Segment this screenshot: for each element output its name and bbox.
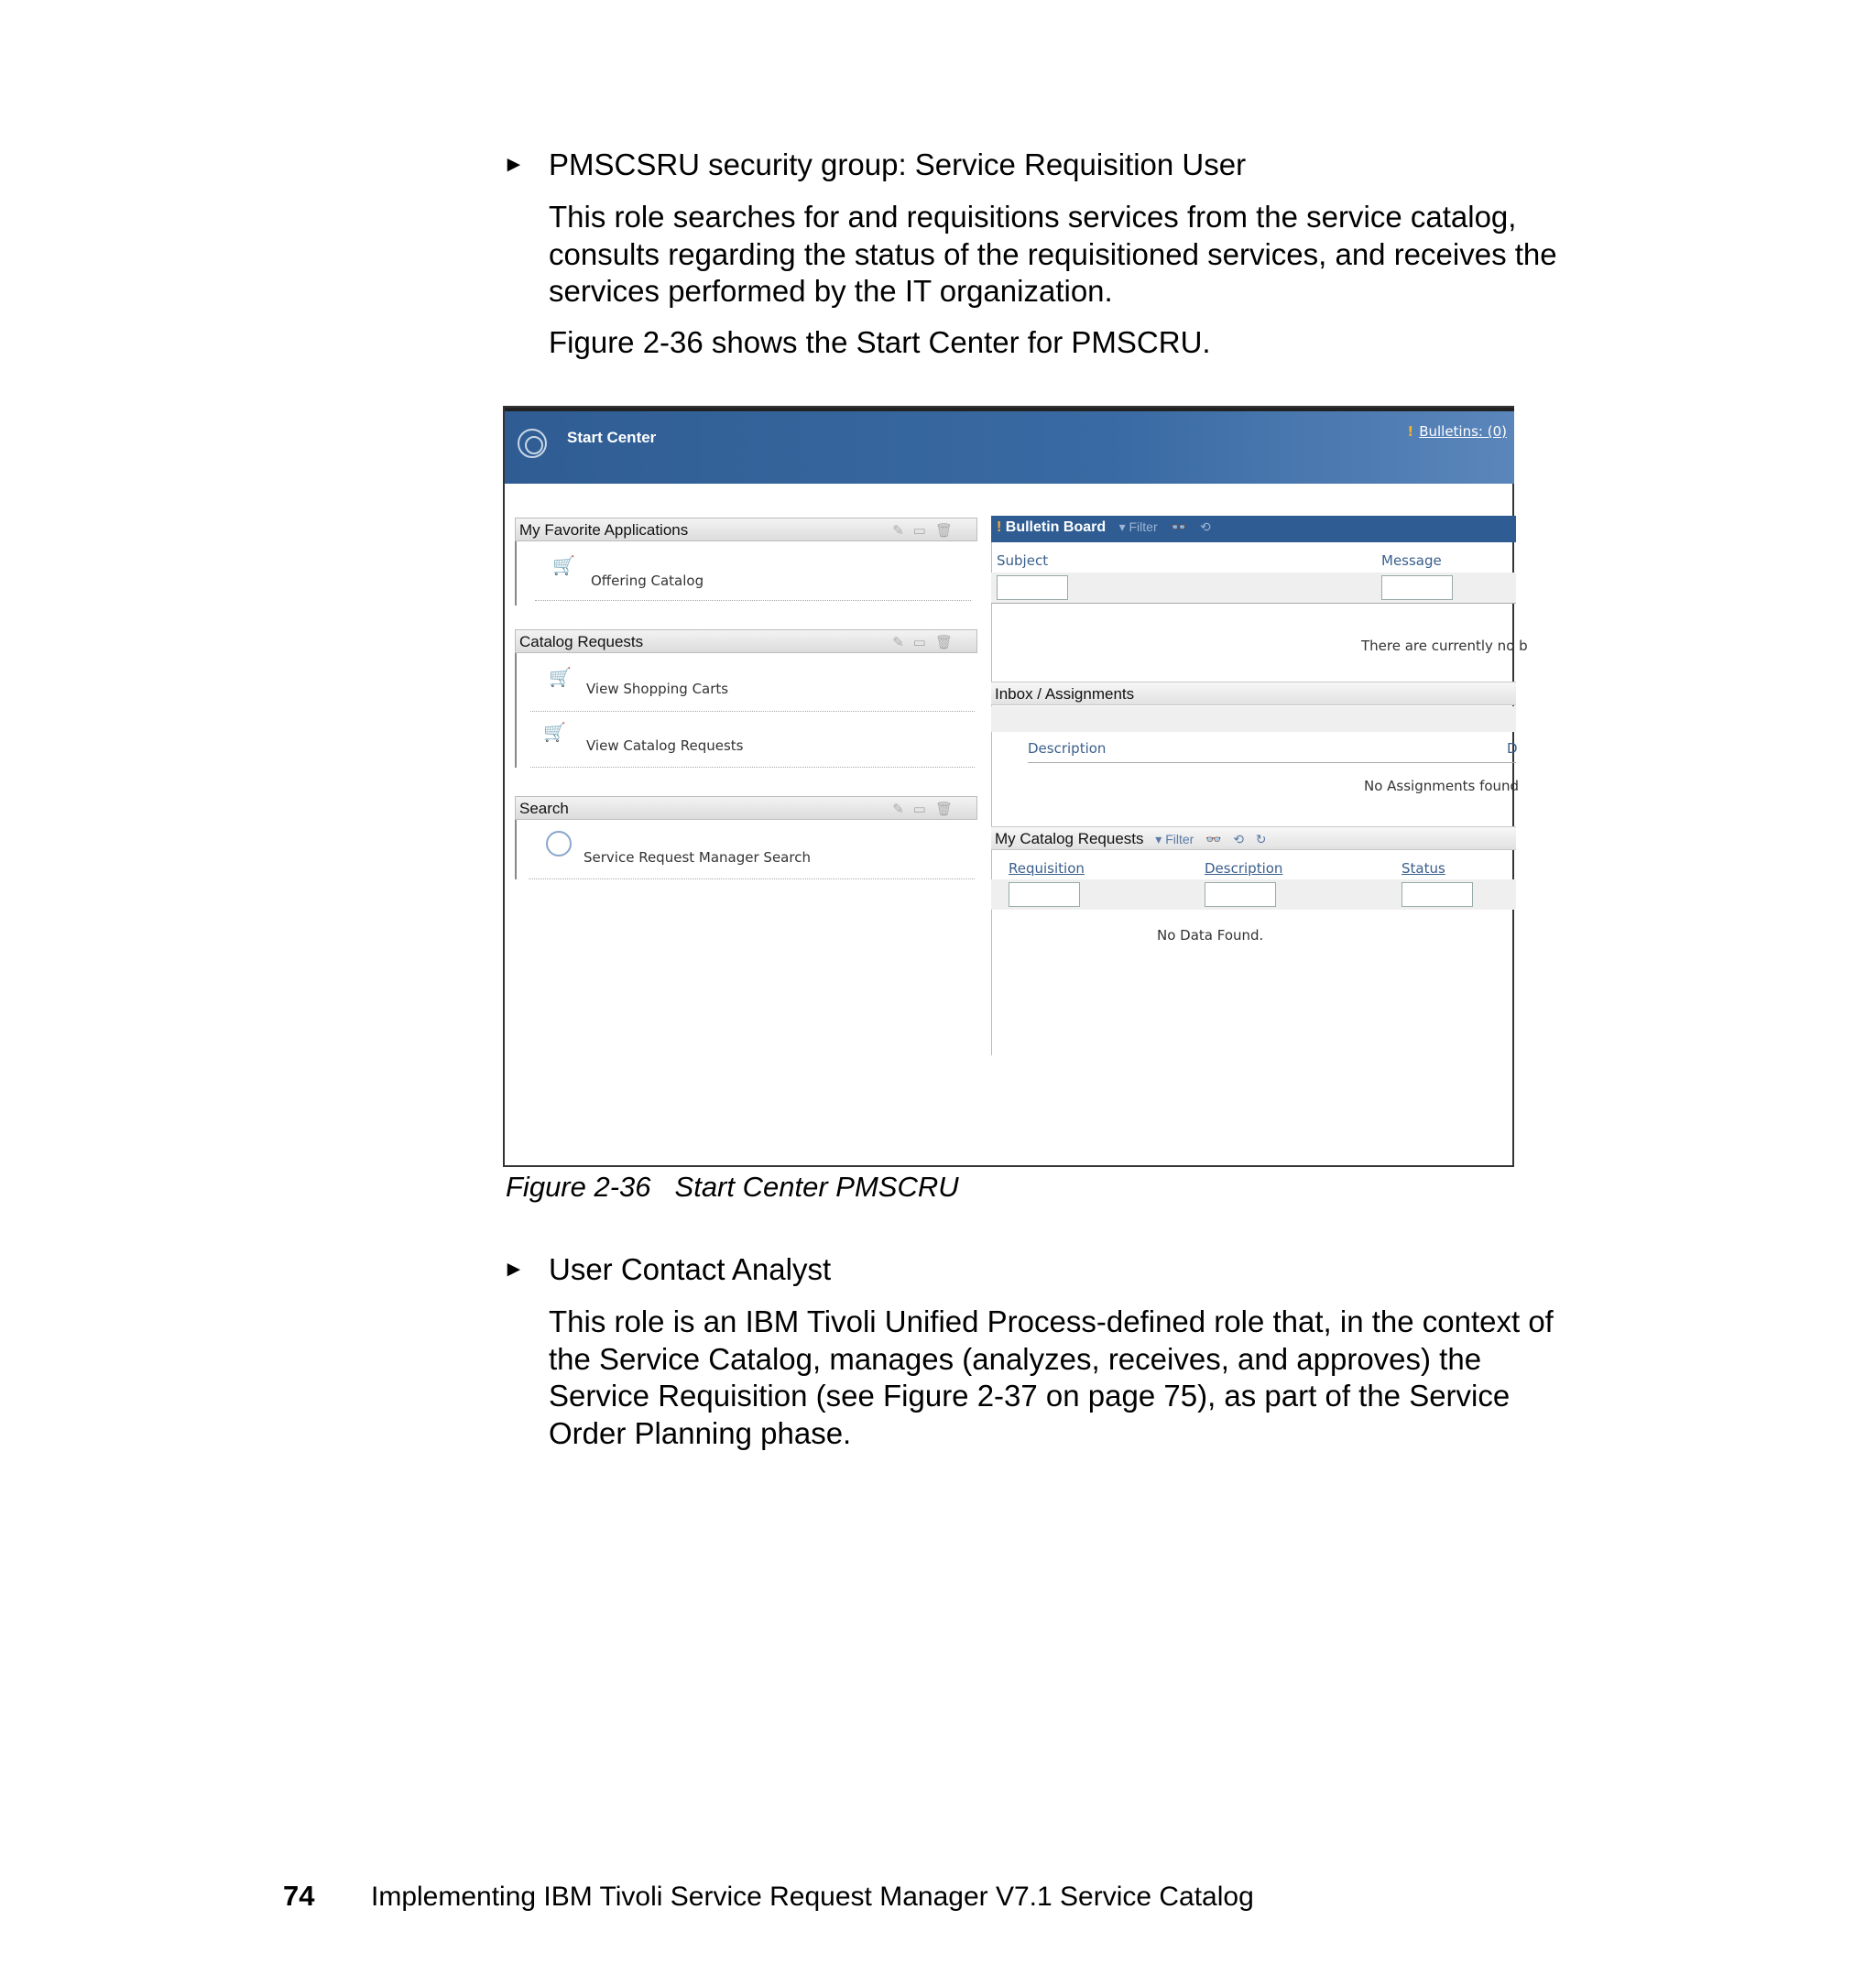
portlet-title: Search [519, 800, 569, 817]
role-description-paragraph [549, 1304, 1611, 1452]
my-catalog-requests-header [991, 826, 1516, 850]
portlet-tools[interactable]: ✎▭🗑 [892, 802, 962, 817]
divider [530, 767, 975, 768]
service-request-manager-search-link[interactable]: Service Request Manager Search [584, 849, 811, 866]
requisition-filter-input[interactable] [1009, 882, 1080, 907]
figure-caption [506, 1171, 959, 1204]
portlet-title: My Catalog Requests [995, 830, 1144, 847]
bulletin-empty-message: There are currently no b [1361, 638, 1528, 654]
offering-catalog-link[interactable]: Offering Catalog [591, 573, 704, 589]
bullet-triangle-icon: ► [503, 1257, 525, 1282]
portlet-title: Catalog Requests [519, 633, 644, 650]
portlet-tools[interactable]: ✎▭🗑 [892, 523, 962, 539]
clear-filter-icon[interactable]: ⟲ [1233, 832, 1244, 846]
role-description-paragraph [549, 199, 1611, 311]
portlet-tools[interactable]: ✎▭🗑 [892, 635, 962, 650]
portlet-title: My Favorite Applications [519, 521, 689, 539]
divider [535, 600, 971, 601]
message-column-header: Message [1381, 552, 1442, 569]
subject-column-header: Subject [997, 552, 1049, 569]
bullet-triangle-icon: ► [503, 152, 525, 177]
portlet-border [515, 820, 517, 879]
paragraph-line: This role searches for and requisitions services from the service catalog, [549, 200, 1517, 234]
inbox-assignments-header [991, 682, 1516, 705]
portlet-border [515, 653, 517, 768]
warning-icon: ! [997, 519, 1006, 535]
search-portlet-header [515, 796, 977, 820]
refresh-icon[interactable]: ⟲ [1199, 519, 1211, 534]
divider [1028, 762, 1516, 763]
portlet-title: Inbox / Assignments [995, 685, 1135, 703]
paragraph-line: consults regarding the status of the requisitioned services, and receives the [549, 236, 1557, 271]
search-logo-icon [546, 831, 572, 857]
page-number: 74 [283, 1880, 315, 1912]
description-column-header[interactable]: Description [1205, 860, 1283, 877]
message-filter-input[interactable] [1381, 575, 1453, 600]
subject-filter-input[interactable] [997, 575, 1068, 600]
description-filter-input[interactable] [1205, 882, 1276, 907]
paragraph-line: Service Requisition (see Figure 2-37 on page 75), as part of the Service [549, 1379, 1511, 1413]
divider [991, 603, 1516, 604]
catalog-requests-portlet-header [515, 629, 977, 653]
paragraph-line: Order Planning phase. [549, 1415, 852, 1450]
status-filter-input[interactable] [1402, 882, 1473, 907]
maximo-logo-icon [518, 429, 547, 458]
warning-icon: ! [1407, 423, 1414, 440]
inbox-toolbar-row [991, 706, 1516, 732]
bullet-heading: PMSCSRU security group: Service Requisition User [549, 147, 1247, 181]
figure-reference-paragraph [549, 324, 1611, 362]
paragraph-line: the Service Catalog, manages (analyzes, receives, and approves) the [549, 1341, 1482, 1376]
paragraph-line: This role is an IBM Tivoli Unified Process-defined role that, in the context of [549, 1304, 1554, 1338]
window-top-border [505, 408, 1514, 411]
filter-button[interactable]: ▾ Filter [1155, 832, 1194, 846]
start-center-title: Start Center [567, 429, 657, 446]
catalog-requests-empty-message: No Data Found. [1157, 927, 1264, 944]
binoculars-icon[interactable]: 👓 [1205, 832, 1222, 846]
start-center-header-bar [505, 410, 1514, 484]
binoculars-icon[interactable]: 👓 [1171, 519, 1187, 534]
filter-button[interactable]: ▾ Filter [1118, 519, 1158, 534]
truncated-column-header: D [1507, 740, 1518, 757]
column-border [991, 542, 992, 1055]
refresh-icon[interactable]: ↻ [1255, 832, 1267, 846]
shopping-cart-icon: 🛒 [549, 666, 572, 688]
cart-icon: 🛒 [552, 554, 575, 576]
view-catalog-requests-link[interactable]: View Catalog Requests [586, 737, 744, 754]
figure-title: Start Center PMSCRU [674, 1171, 959, 1203]
bulletin-board-header [991, 516, 1516, 542]
divider [529, 878, 975, 879]
requisition-column-header[interactable]: Requisition [1009, 860, 1085, 877]
status-column-header[interactable]: Status [1402, 860, 1445, 877]
book-title: Implementing IBM Tivoli Service Request Manager V7.1 Service Catalog [371, 1882, 1254, 1912]
inbox-empty-message: No Assignments found [1364, 778, 1520, 794]
start-center-screenshot [503, 406, 1528, 1167]
figure-number: Figure 2-36 [506, 1171, 651, 1203]
paragraph-line: Figure 2-36 shows the Start Center for PMSCRU. [549, 325, 1211, 359]
bullet-heading: User Contact Analyst [549, 1252, 832, 1286]
favorite-apps-portlet-header [515, 518, 977, 541]
portlet-title: Bulletin Board [1005, 519, 1107, 535]
portlet-border [515, 541, 517, 606]
description-column-header: Description [1028, 740, 1107, 757]
paragraph-line: services performed by the IT organization. [549, 274, 1113, 308]
divider [530, 711, 975, 712]
bulletins-link[interactable]: ! Bulletins: (0) [1407, 423, 1507, 440]
catalog-request-icon: 🛒 [543, 721, 566, 743]
view-shopping-carts-link[interactable]: View Shopping Carts [586, 681, 729, 697]
